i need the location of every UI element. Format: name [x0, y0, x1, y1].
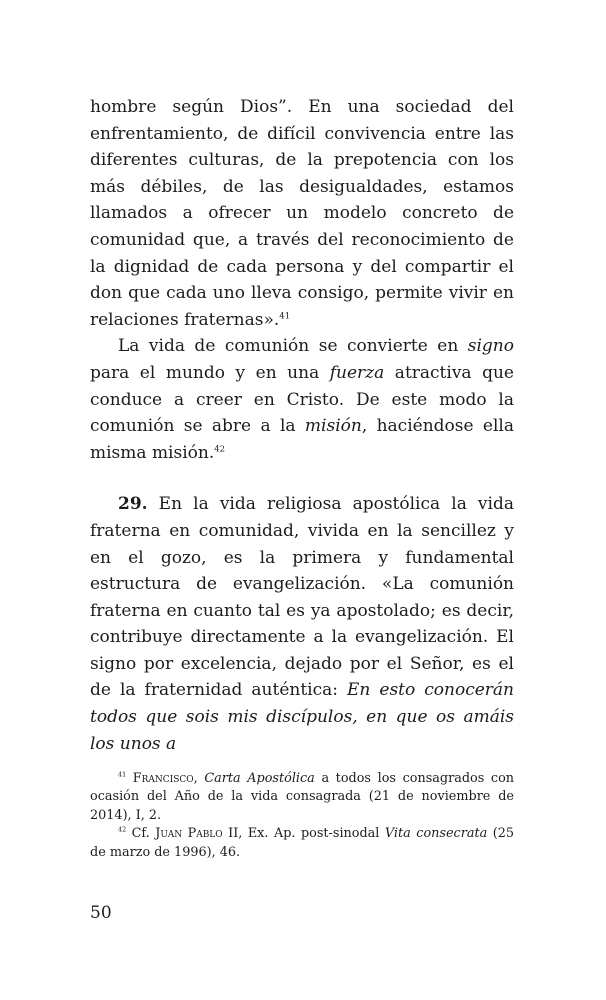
paragraph-1-text: hombre según Dios”. En una sociedad del enfrentamiento, de difícil convivencia entre las diferentes culturas, de la prepotencia con los más débiles, de las desigualdades, estamos llamados a ofrecer un modelo concreto de comunidad que, a través del reconocimiento de la dignidad de cada persona y del compartir el don que cada uno lleva consigo, permite vivir en relaciones fraternas». — [90, 97, 514, 330]
paragraph-29-text: En la vida religiosa apostólica la vida fraterna en comunidad, vivida en la sencillez y en el gozo, es la primera y fundamental estructura de evangelización. «La comunión fraterna en cuanto tal es ya apostolado; es decir, contribuye directamente a la evangelización. El signo por excelencia, dejado por el Señor, es el de la fraternidad auténtica: — [90, 494, 514, 701]
footnotes — [90, 770, 514, 862]
footnote-41-rest: a todos los consagrados con ocasión del Año de la vida consagrada (21 de noviembre de 2014), I, 2. — [90, 771, 515, 823]
footnote-41-sep: , — [193, 771, 205, 786]
paragraph-1 — [90, 94, 514, 333]
footnote-41-number: 41 — [118, 770, 127, 779]
paragraph-2-text-e: atractiva que conduce a creer en Cristo. De este modo la comunión se abre a la — [90, 362, 514, 437]
paragraph-2-fuerza: fuerza — [329, 362, 385, 383]
footnote-42-rest: (25 de marzo de 1996), 46. — [90, 826, 515, 860]
footnote-42-author: Juan Pablo — [155, 826, 223, 842]
footnote-42-number: 42 — [118, 825, 127, 834]
paragraph-2-text-c: para el mundo y en una — [90, 362, 330, 383]
footnote-42-title: Vita consecrata — [384, 826, 488, 842]
body-text — [90, 94, 514, 757]
paragraph-29-quote: En esto conocerán todos que sois mis discípulos, en que os amáis los unos a — [90, 680, 514, 754]
footnote-42-mid: II, Ex. Ap. post-sinodal — [222, 826, 385, 842]
footnote-42 — [90, 825, 514, 862]
footnote-42-pre: Cf. — [126, 826, 156, 842]
footnote-ref-42[interactable]: 42 — [214, 444, 226, 455]
footnote-41 — [90, 770, 514, 825]
paragraph-2-signo: signo — [467, 336, 514, 357]
footnote-ref-41[interactable]: 41 — [279, 311, 291, 322]
paragraph-2 — [90, 333, 514, 466]
paragraph-29 — [90, 491, 514, 757]
footnote-41-author: Francisco — [132, 771, 194, 786]
paragraph-2-text-g: , haciéndose ella misma misión. — [90, 416, 514, 463]
footnote-41-title: Carta Apostólica — [204, 771, 315, 786]
page-number: 50 — [90, 903, 112, 923]
section-number: 29. — [118, 494, 148, 515]
paragraph-2-mision: misión — [304, 416, 362, 437]
paragraph-2-text-a: La vida de comunión se convierte en — [118, 336, 468, 357]
